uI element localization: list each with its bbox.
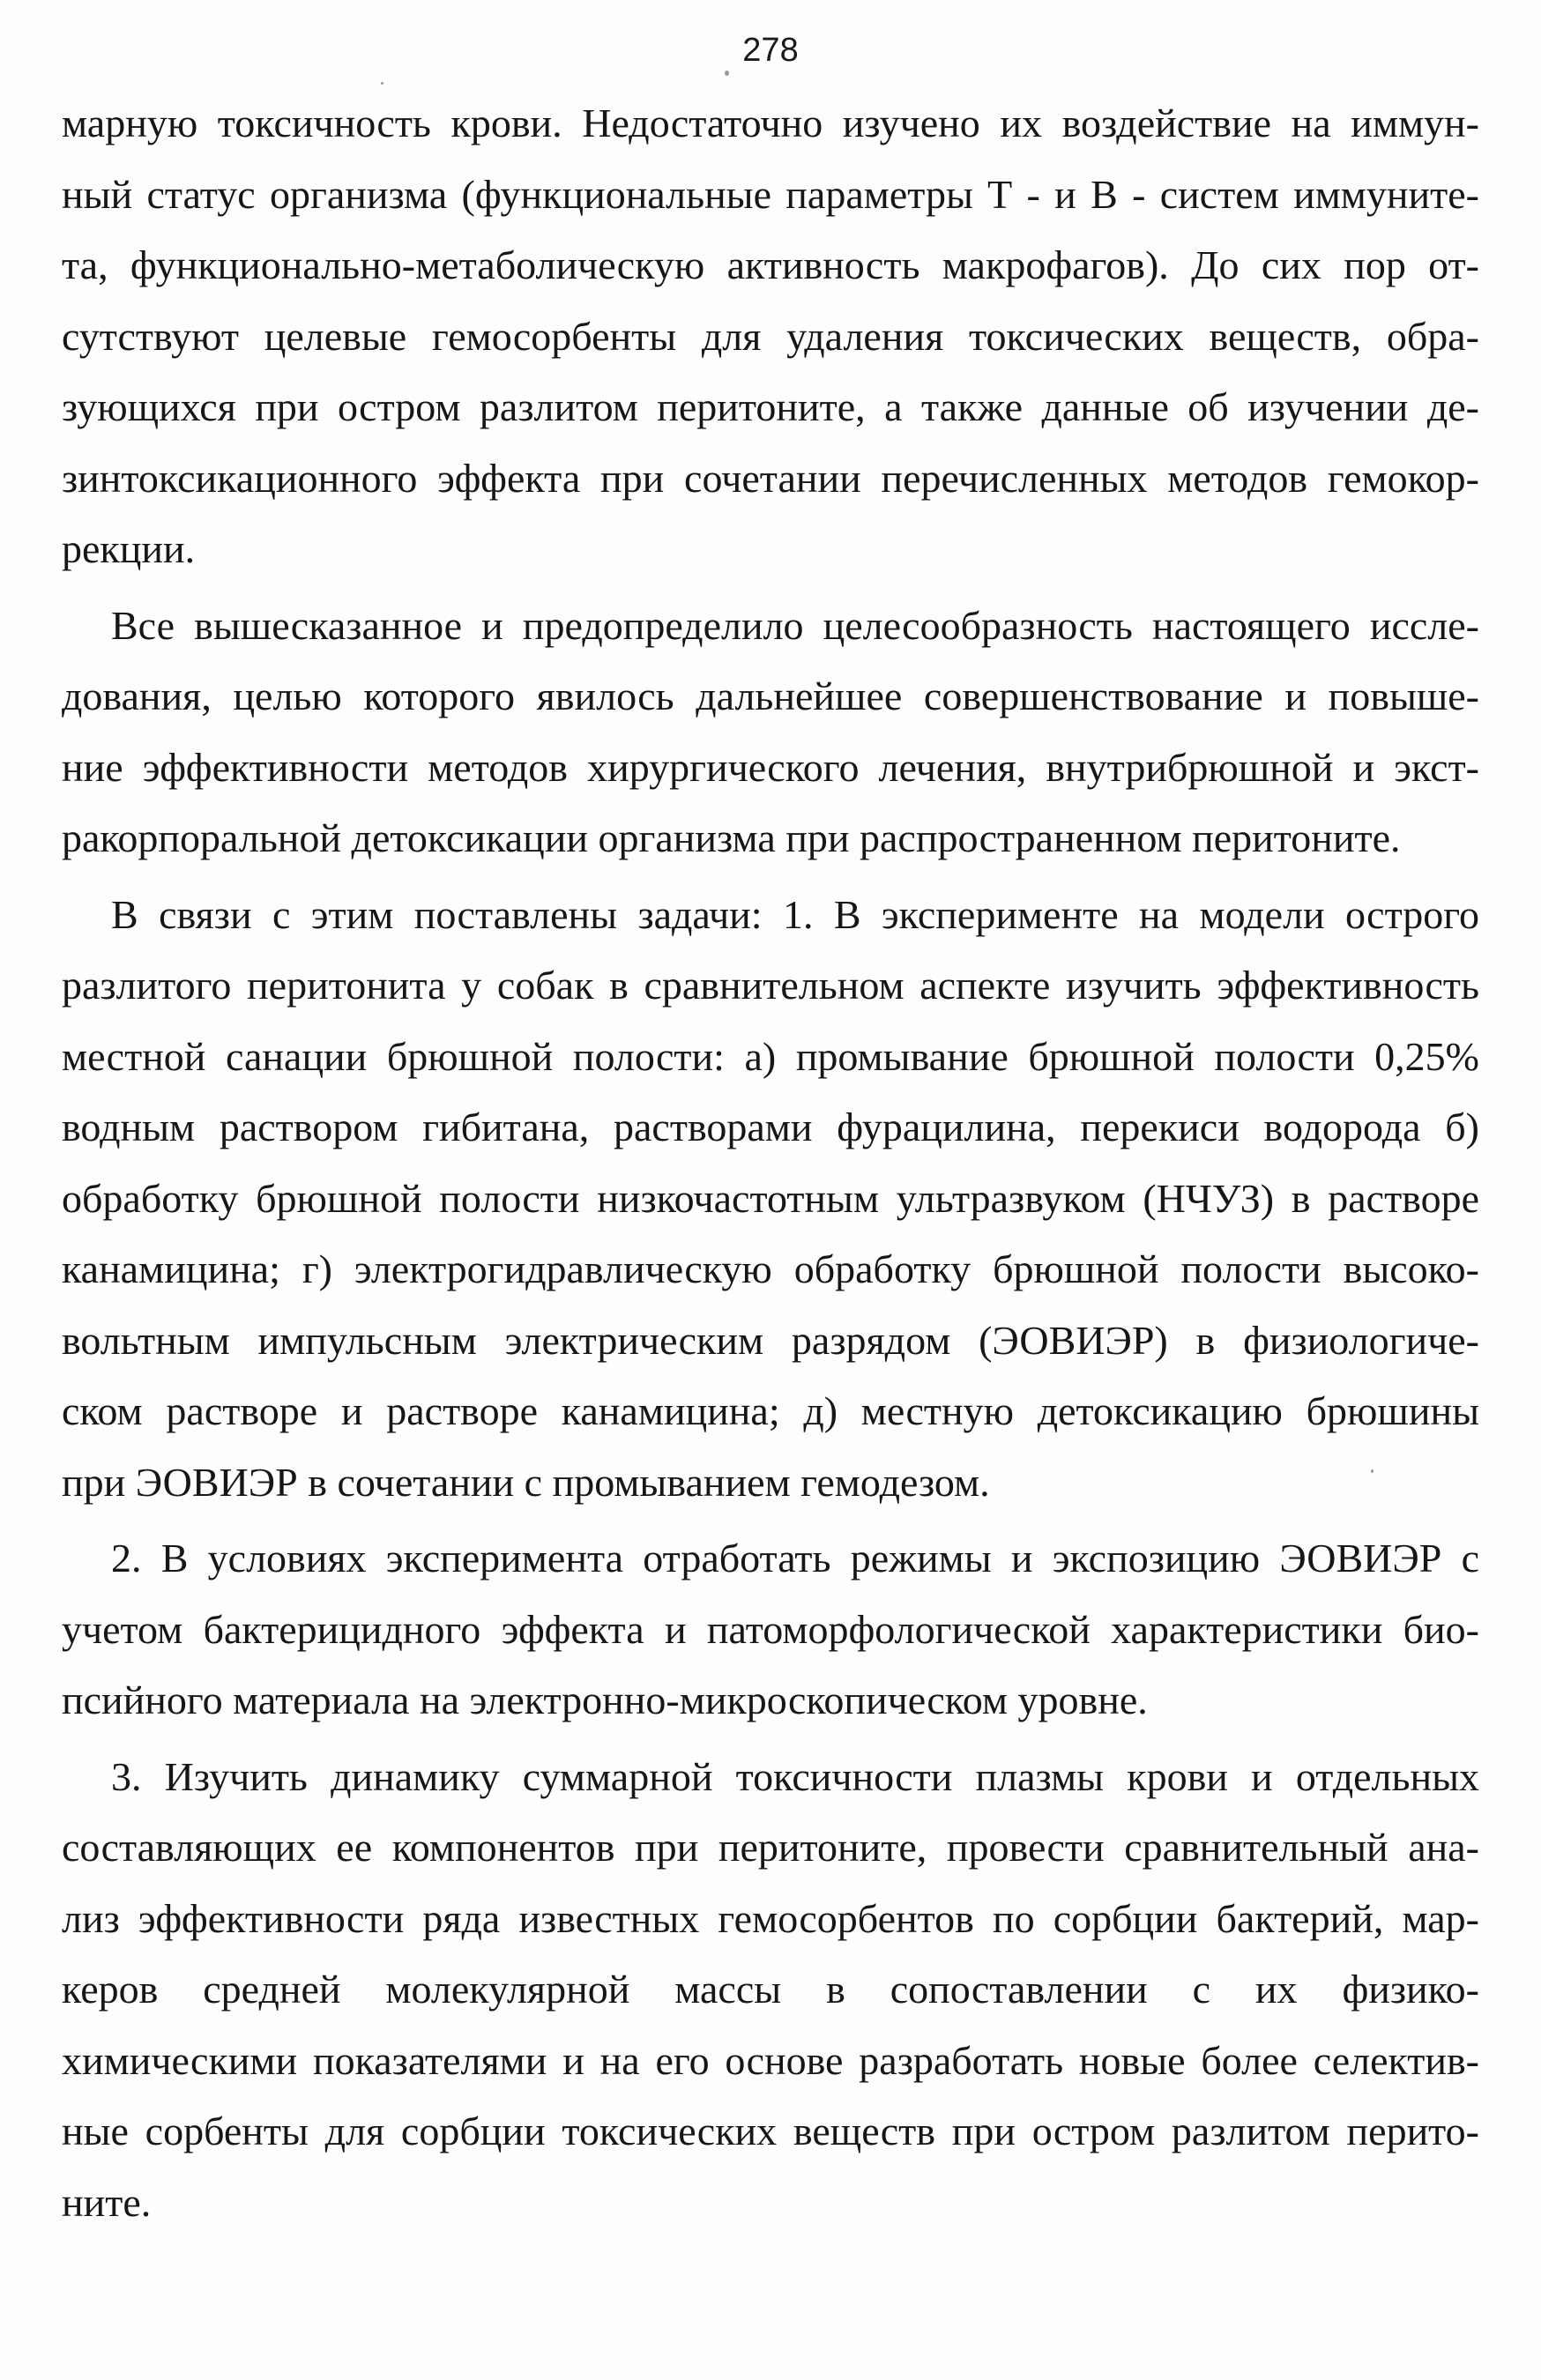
text-line: вольтным импульсным электрическим разрядом (ЭОВИЭР) в физиологиче- <box>62 1317 1479 1363</box>
text-line: канамицина; г) электрогидравлическую обработку брюшной полости высоко- <box>62 1246 1479 1291</box>
text-line: лиз эффективности ряда известных гемосорбентов по сорбции бактерий, мар- <box>62 1895 1479 1941</box>
scan-speck <box>725 71 729 76</box>
text-line: В связи с этим поставлены задачи: 1. В эксперименте на модели острого <box>111 891 1479 937</box>
text-line: водным раствором гибитана, растворами фурацилина, перекиси водорода б) <box>62 1104 1479 1149</box>
text-line: составляющих ее компонентов при перитоните, провести сравнительный ана- <box>62 1825 1479 1870</box>
text-line: керов средней молекулярной массы в сопоставлении с их физико- <box>62 1967 1479 2012</box>
text-line: при ЭОВИЭР в сочетании с промыванием гемодезом. <box>62 1459 990 1505</box>
text-line: ракорпоральной детоксикации организма при распространенном перитоните. <box>62 815 1401 860</box>
page-number: 278 <box>742 32 799 69</box>
text-line: 2. В условиях эксперимента отработать режимы и экспозицию ЭОВИЭР с <box>111 1536 1479 1580</box>
text-line: Все вышесказанное и предопределило целесообразность настоящего иссле- <box>111 602 1479 648</box>
text-line: 3. Изучить динамику суммарной токсичности плазмы крови и отдельных <box>111 1753 1479 1799</box>
text-line: псийного материала на электронно-микроскопическом уровне. <box>62 1677 1148 1722</box>
text-line: местной санации брюшной полости: а) промывание брюшной полости 0,25% <box>62 1033 1479 1079</box>
text-line: зинтоксикационного эффекта при сочетании перечисленных методов гемокор- <box>62 455 1479 501</box>
paragraph <box>62 1742 1479 2239</box>
text-line: та, функционально-метаболическую активность макрофагов). До сих пор от- <box>62 242 1479 287</box>
text-line: марную токсичность крови. Недостаточно изучено их воздействие на иммун- <box>62 100 1479 145</box>
text-line: сутствуют целевые гемосорбенты для удаления токсических веществ, обра- <box>62 313 1479 359</box>
text-line: зующихся при остром разлитом перитоните, а также данные об изучении де- <box>62 384 1479 429</box>
body-text <box>62 88 1479 2238</box>
scan-speck <box>381 82 383 85</box>
text-line: ние эффективности методов хирургического лечения, внутрибрюшной и экст- <box>62 744 1479 790</box>
paragraph <box>62 591 1479 874</box>
text-line: ском растворе и растворе канамицина; д) местную детоксикацию брюшины <box>62 1388 1479 1433</box>
text-line: разлитого перитонита у собак в сравнительном аспекте изучить эффективность <box>62 963 1479 1008</box>
text-line: ные сорбенты для сорбции токсических веществ при остром разлитом перито- <box>62 2109 1479 2153</box>
text-line: дования, целью которого явилось дальнейшее совершенствование и повыше- <box>62 673 1479 718</box>
text-line: химическими показателями и на его основе разработать новые более селектив- <box>62 2037 1479 2083</box>
text-line: обработку брюшной полости низкочастотным ультразвуком (НЧУЗ) в растворе <box>62 1175 1479 1221</box>
text-line: рекции. <box>62 526 196 571</box>
text-line: учетом бактерицидного эффекта и патоморфологической характеристики био- <box>62 1606 1479 1652</box>
text-line: ните. <box>62 2179 152 2225</box>
paragraph <box>62 880 1479 1519</box>
paragraph <box>62 1523 1479 1737</box>
text-line: ный статус организма (функциональные параметры Т - и В - систем иммуните- <box>62 171 1479 217</box>
paragraph <box>62 88 1479 585</box>
